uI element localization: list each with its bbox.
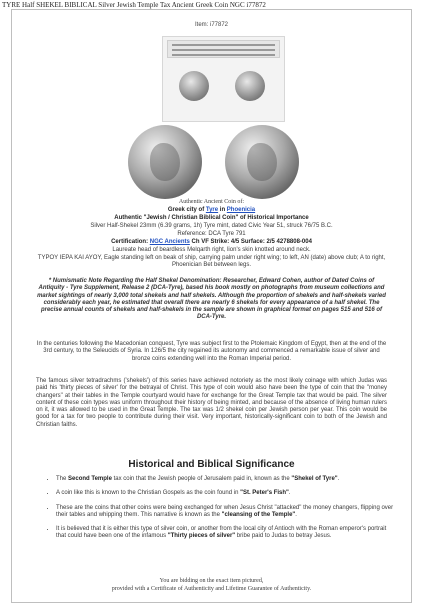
window-title: TYRE Half SHEKEL BIBLICAL Silver Jewish Temple Tax Ancient Greek Coin NGC i77872 — [2, 1, 266, 9]
certification-line: Certification: NGC Ancients Ch VF Strike: 4/5 Surface: 2/5 4278808-004 — [111, 239, 312, 245]
numismatic-note: * Numismatic Note Regarding the Half Shekel Denomination: Researcher, Edward Cohen, author of Dated Coins of Antiquity - Tyre Supplement, Release 2 (DCA-Tyre), based his book mostly on photographs from museum collections and market sightings of nearly 3,000 total shekels and half shekels. Although the proportion of shekels and half-shekels varied considerably each year, he estimated that overall there are nearly 6 shekels for every appearance of a half shekel. The precise annual counts of shekels and half-shekels in the sample are shown in graphical format on pages 515 and 516 of DCA-Tyre. — [37, 278, 386, 321]
tetradrachm-paragraph: The famous silver tetradrachms ('shekels') of this series have achieved notoriety as the most likely coinage with which Judas was paid his 'thirty pieces of silver' for the betrayal of Christ. This type of coin would also have been the type of coin that the "money changers" at their tables in the Temple courtyard would have for exchange for the Great Temple tax that would be paid. The silver content of these coin types was uniform throughout their history of being minted, and because of the absence of living human rulers on it, it was allowed to be used in the Great Temple. The tax was 1/2 shekel coin per Jewish person per year. This coin would be good for a tax for two people to contribute during their visit. Very important, historically-significant coin to both of the Jewish and Christian faiths. — [36, 378, 387, 428]
reverse-description: TYPOY IEPA KAI AYOY, Eagle standing left on beak of ship, carrying palm under right wing; to left, AN (date) above club; A to right, Phoenician Bet between legs. — [37, 255, 386, 269]
slab-coin-obverse — [179, 71, 209, 101]
slab-coin-reverse — [235, 71, 265, 101]
list-item: • These are the coins that other coins were being exchanged for when Jesus Christ "attacked" the money changers, flipping over their tables and whipping them. This narrative is known as the "cleansing of the Temple". — [56, 505, 396, 520]
item-number: Item: i77872 — [194, 22, 229, 28]
obverse-description: Laureate head of beardless Melqarth right, lion's skin knotted around neck. — [112, 247, 311, 253]
coin-obverse-image — [128, 125, 202, 199]
ngc-slab-image — [162, 36, 285, 122]
list-item: • A coin like this is known to the Christian Gospels as the coin found in "St. Peter's Fish". — [56, 490, 396, 497]
footer-guarantee: provided with a Certificate of Authenticity and Lifetime Guarantee of Authenticity. — [111, 586, 312, 592]
tyre-link[interactable]: Tyre — [205, 207, 219, 213]
list-item: • It is believed that it is either this type of silver coin, or another from the local city of Antioch with the Roman emperor's portrait that could have been one of the infamous "Thirty pieces of silver" bribe paid to Judas to betray Jesus. — [56, 526, 396, 541]
significance-list — [44, 476, 396, 548]
coin-description: Silver Half-Shekel 23mm (6.39 grams, 1h) Tyre mint, dated Civic Year 51, struck 76/75 B.C. — [90, 223, 333, 229]
list-item: • The Second Temple tax coin that the Jewish people of Jerusalem paid in, known as the "Shekel of Tyre". — [56, 476, 396, 483]
ngc-ancients-link[interactable]: NGC Ancients — [149, 239, 190, 245]
slab-label — [167, 40, 280, 58]
reference: Reference: DCA Tyre 791 — [177, 231, 246, 237]
footer-bidding: You are bidding on the exact item pictured, — [159, 578, 264, 584]
listing-frame — [11, 9, 412, 603]
history-paragraph: In the centuries following the Macedonian conquest, Tyre was subject first to the Ptolemaic Kingdom of Egypt, then at the end of the 3rd century, to the Seleucids of Syria. In 126/5 the city regained its autonomy and commenced a remarkable issue of silver and bronze coins extending well into the Roman Imperial period. — [36, 341, 387, 362]
authentic-line: Authentic "Jewish / Christian Biblical Coin" of Historical Importance — [114, 215, 309, 221]
greek-city-line: Greek city of Tyre in Phoenicia — [167, 207, 256, 213]
authentic-ancient-label: Authentic Ancient Coin of: — [178, 199, 245, 205]
coin-reverse-image — [225, 125, 299, 199]
section-heading: Historical and Biblical Significance — [128, 459, 295, 470]
phoenicia-link[interactable]: Phoenicia — [226, 207, 256, 213]
